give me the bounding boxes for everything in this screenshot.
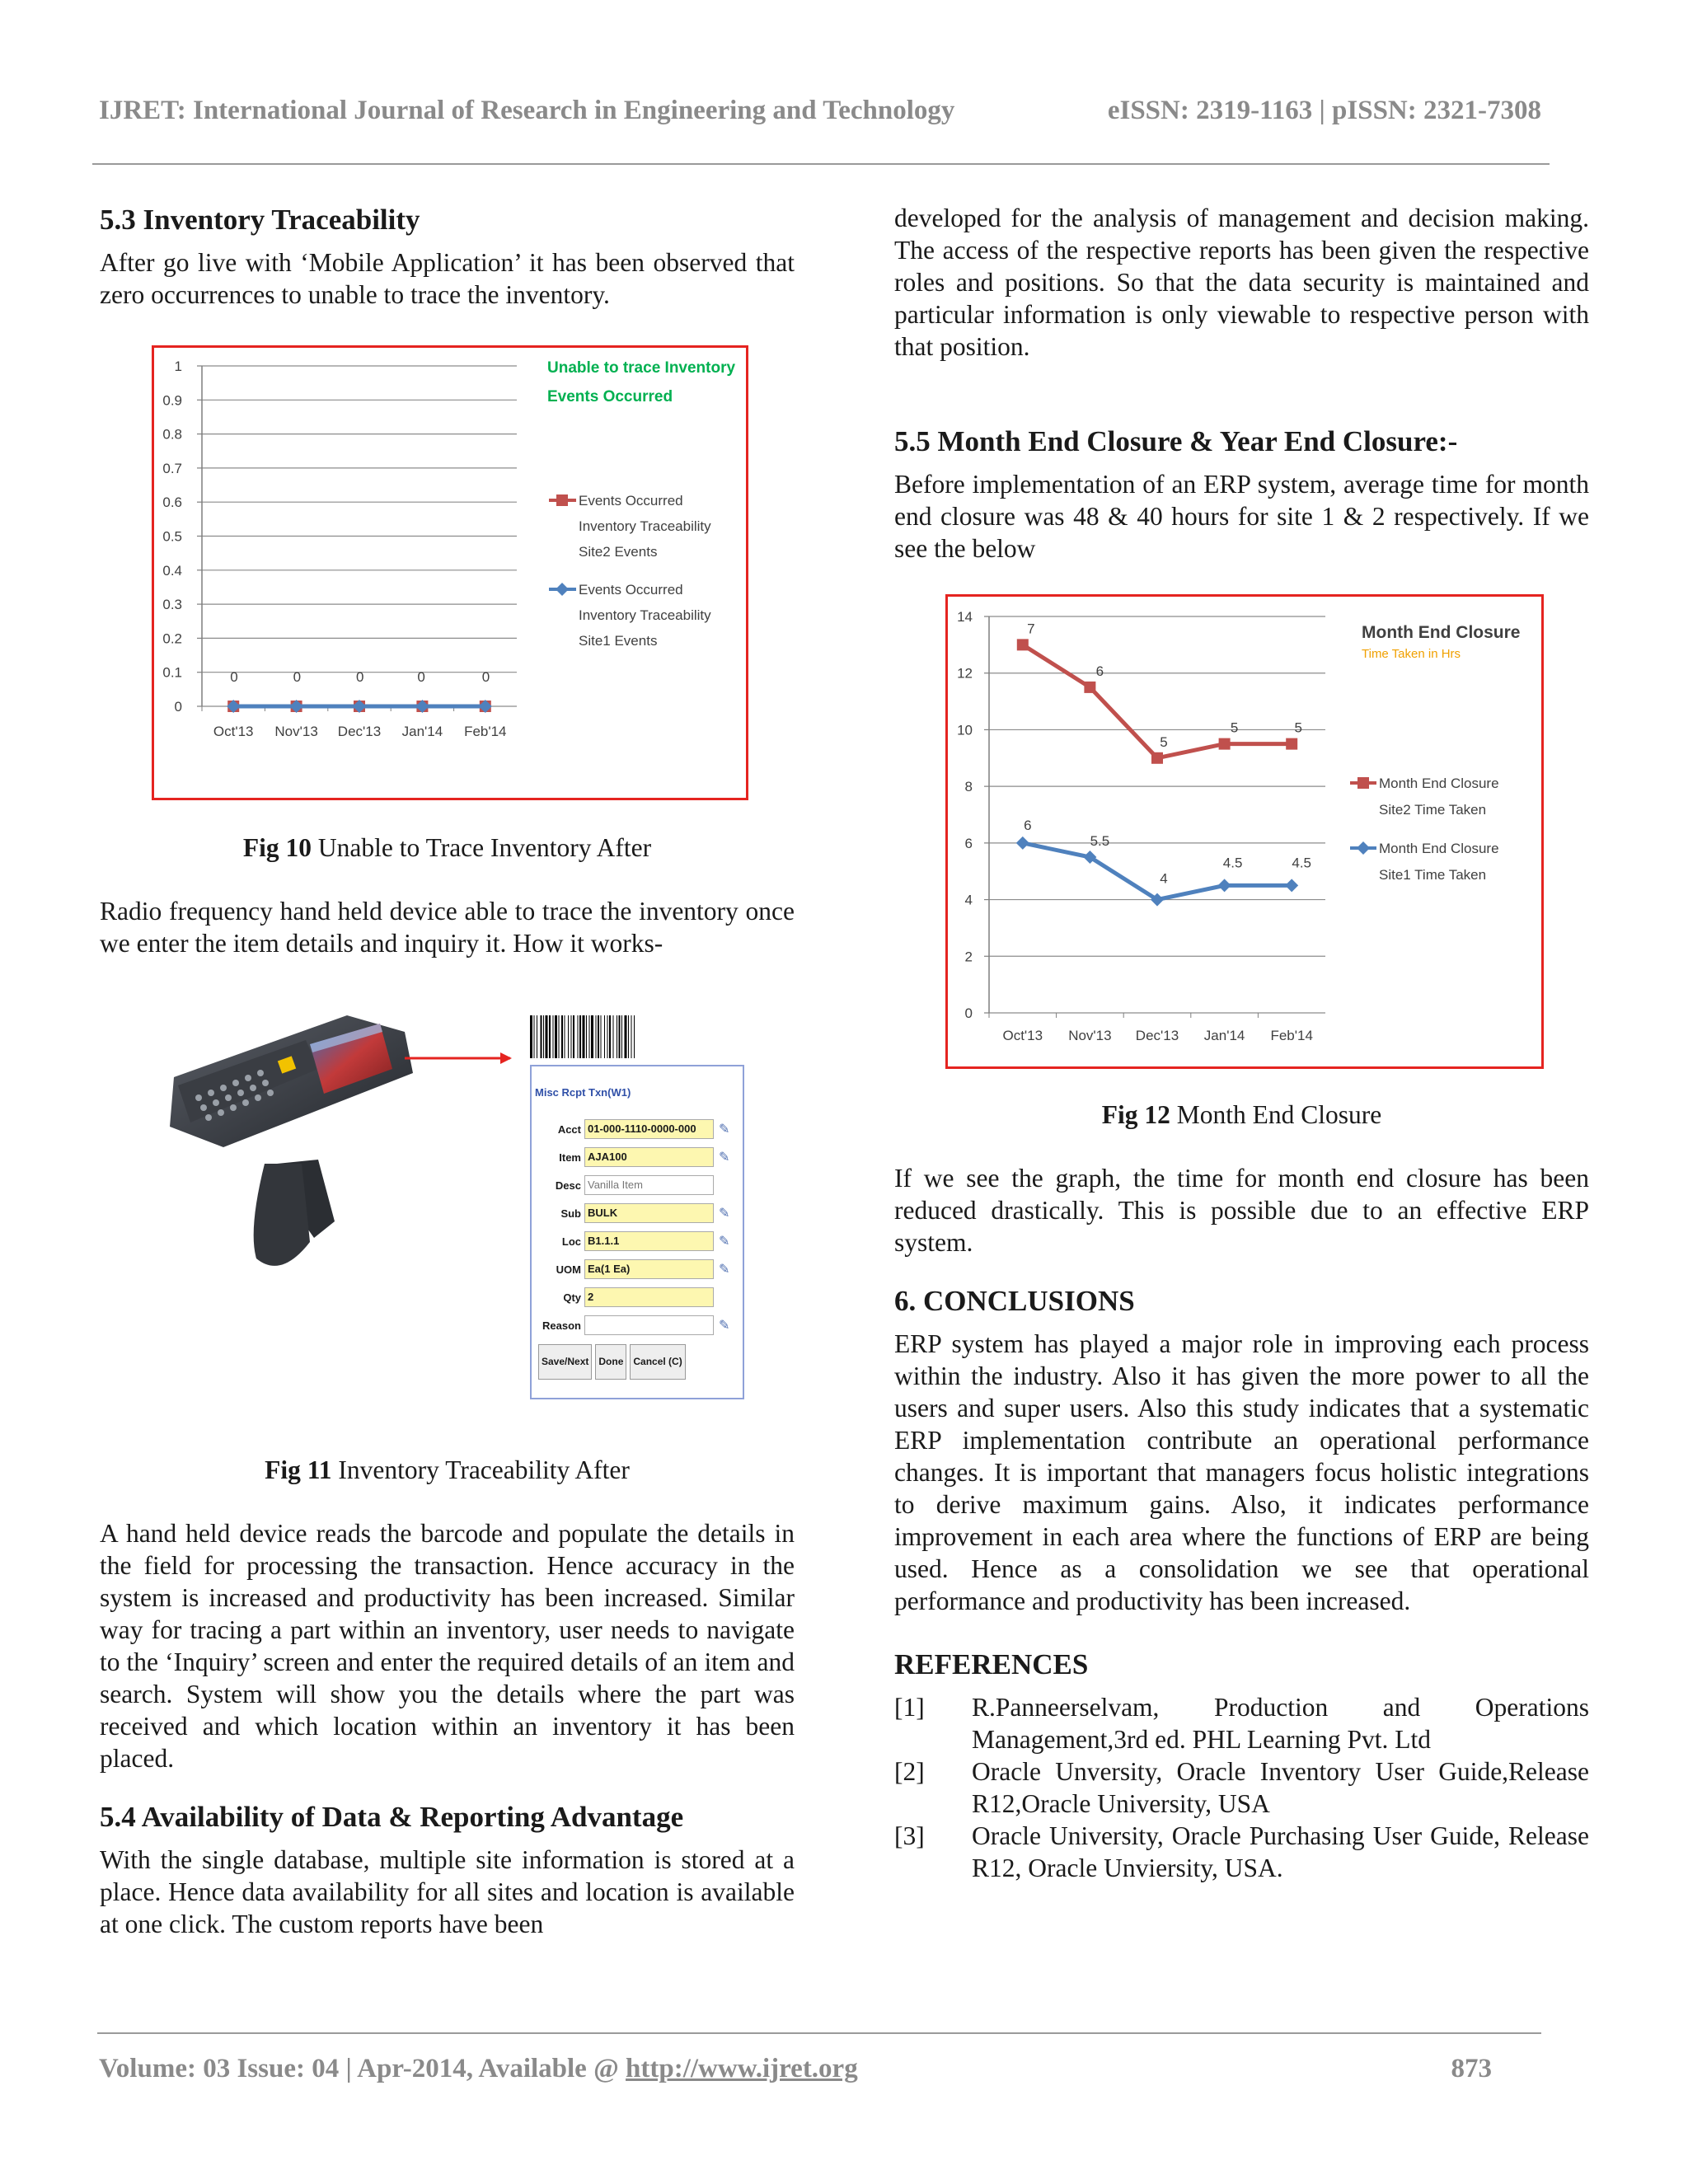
barcode-bar: [601, 1015, 602, 1058]
fig11-caption: [100, 1454, 795, 1486]
reference-item: [894, 1820, 1589, 1884]
data-point: [1084, 682, 1095, 693]
legend-label: Site2 Time Taken: [1379, 802, 1487, 818]
legend-label: Month End Closure: [1379, 841, 1499, 856]
reference-item: [894, 1755, 1589, 1820]
form-label: Sub: [560, 1207, 581, 1220]
data-point: [1017, 639, 1029, 650]
y-tick-label: 0: [964, 1005, 973, 1021]
x-tick-label: Oct'13: [213, 724, 254, 739]
form-label: Desc: [555, 1179, 581, 1192]
section-5-3-title: 5.3 Inventory Traceability: [100, 204, 420, 236]
y-tick-label: 0.9: [162, 392, 182, 409]
data-point: [1286, 738, 1297, 750]
data-label: 0: [230, 669, 238, 685]
barcode-bar: [541, 1015, 542, 1058]
fig10-number: Fig 10: [242, 833, 312, 862]
reference-number: [3]: [894, 1821, 925, 1850]
form-input[interactable]: BULK: [584, 1203, 714, 1223]
data-point: [1016, 837, 1029, 850]
y-tick-label: 0: [174, 699, 182, 715]
form-input[interactable]: AJA100: [584, 1147, 714, 1167]
fig11-text: Inventory Traceability After: [331, 1455, 630, 1484]
y-tick-label: 6: [964, 835, 973, 851]
references-title: REFERENCES: [894, 1648, 1089, 1680]
legend-label: Month End Closure: [1379, 776, 1499, 791]
page-number: 873: [1451, 2054, 1492, 2083]
y-tick-label: 1: [174, 359, 182, 374]
barcode-bar: [604, 1015, 605, 1058]
section-5-3-paragraph-3: A hand held device reads the barcode and populate the details in the field for processing the transaction. Hence accuracy in the system is increased and productivity has been increased. Similar way for tracing a part within an inventory, user needs to navigate to the ‘Inquiry’ screen and enter the required details of an item and search. System will show you the details where the part was received and which location within an inventory it has been placed.: [100, 1519, 795, 1773]
footer-volume: [99, 2054, 858, 2084]
section-5-4-title: 5.4 Availability of Data & Reporting Advantage: [100, 1801, 684, 1833]
section-5-4-paragraph-1-cont: developed for the analysis of management and decision making. The access of the respective reports has been given the respective roles and positions. So that the data security is maintained and particular information is only viewable to respective person with that position.: [894, 204, 1589, 361]
y-tick-label: 0.2: [162, 630, 182, 647]
barcode-bar: [578, 1015, 579, 1058]
form-buttons: [538, 1344, 743, 1380]
form-row: [532, 1255, 743, 1283]
form-input[interactable]: 2: [584, 1287, 714, 1307]
section-5-5-paragraph-1: Before implementation of an ERP system, average time for month end closure was 48 & 40 hours for site 1 & 2 respectively. If we see the below: [894, 470, 1589, 563]
section-5-5-title: 5.5 Month End Closure & Year End Closure:-: [894, 425, 1458, 457]
fig11-number: Fig 11: [265, 1455, 332, 1484]
fig12-number: Fig 12: [1101, 1100, 1170, 1129]
data-label: 5: [1230, 719, 1239, 736]
legend-marker: [1357, 777, 1369, 789]
form-row: [532, 1199, 743, 1227]
issn: eISSN: 2319-1163 | pISSN: 2321-7308: [1107, 96, 1541, 125]
cancel-button[interactable]: Cancel (C): [630, 1344, 685, 1380]
journal-title: IJRET: International Journal of Research in Engineering and Technology: [99, 96, 955, 125]
barcode-bar: [579, 1015, 581, 1058]
data-label: 0: [417, 669, 425, 685]
fig12-caption: [894, 1099, 1589, 1131]
reference-number: [2]: [894, 1757, 925, 1786]
data-label: 0: [293, 669, 302, 685]
barcode-bar: [559, 1015, 560, 1058]
section-5-3-paragraph-1: After go live with ‘Mobile Application’ it has been observed that zero occurrences to unable to trace the inventory.: [100, 248, 795, 309]
arrow-icon: [500, 1052, 512, 1064]
form-row: [532, 1115, 743, 1143]
legend-marker: [1357, 841, 1370, 855]
flashlight-icon[interactable]: ✎: [719, 1318, 730, 1333]
data-point: [1218, 879, 1231, 892]
form-input[interactable]: B1.1.1: [584, 1231, 714, 1251]
y-tick-label: 14: [957, 609, 973, 625]
barcode-bar: [619, 1015, 621, 1058]
chart-title: Unable to trace Inventory: [547, 359, 736, 377]
form-label: Loc: [561, 1235, 581, 1248]
x-tick-label: Jan'14: [1203, 1028, 1245, 1043]
y-tick-label: 4: [964, 892, 973, 908]
form-input[interactable]: 01-000-1110-0000-000: [584, 1119, 714, 1139]
section-5-5-paragraph-2: If we see the graph, the time for month end closure has been reduced drastically. This is possible due to an effective ERP system.: [894, 1164, 1589, 1257]
y-tick-label: 2: [964, 949, 973, 965]
barcode-bar: [596, 1015, 597, 1058]
y-tick-label: 10: [957, 722, 973, 738]
barcode-bar: [568, 1015, 569, 1058]
y-tick-label: 0.1: [162, 664, 182, 681]
barcode-bar: [613, 1015, 614, 1058]
legend-label: Inventory Traceability: [579, 607, 711, 623]
x-tick-label: Feb'14: [1270, 1028, 1313, 1043]
flashlight-icon[interactable]: ✎: [719, 1234, 730, 1249]
right-column: [894, 202, 1589, 1884]
barcode-bar: [543, 1015, 544, 1058]
form-label: UOM: [556, 1263, 581, 1276]
device-form-screen: [530, 1065, 744, 1399]
form-label: Qty: [563, 1291, 581, 1304]
data-label: 6: [1095, 663, 1104, 679]
barcode-image: [528, 1015, 743, 1058]
header-rule: [92, 163, 1550, 165]
barcode-bar: [583, 1015, 585, 1058]
legend-label: Events Occurred: [579, 582, 683, 598]
section-5-4-paragraph-1: With the single database, multiple site information is stored at a place. Hence data availability for all sites and location is available at one click. The custom reports have been: [100, 1845, 795, 1938]
footer-volume-text: Volume: 03 Issue: 04 | Apr-2014, Available @: [99, 2054, 626, 2083]
form-label: Acct: [557, 1122, 581, 1136]
form-title: Misc Rcpt Txn(W1): [535, 1086, 631, 1099]
reference-item: [894, 1691, 1589, 1755]
x-tick-label: Feb'14: [464, 724, 507, 739]
barcode-bar: [530, 1015, 532, 1058]
reference-text: R.Panneerselvam, Production and Operations Management,3rd ed. PHL Learning Pvt. Ltd: [972, 1693, 1589, 1754]
save-next-button[interactable]: Save/Next: [538, 1344, 592, 1380]
barcode-bar: [591, 1015, 593, 1058]
flashlight-icon[interactable]: ✎: [719, 1206, 730, 1221]
data-label: 5.5: [1090, 833, 1110, 850]
data-point: [1219, 738, 1231, 750]
form-row: [532, 1143, 743, 1171]
form-input[interactable]: Ea(1 Ea): [584, 1259, 714, 1279]
form-input[interactable]: [584, 1315, 714, 1335]
x-tick-label: Nov'13: [1068, 1028, 1112, 1043]
y-tick-label: 12: [957, 665, 973, 682]
barcode-bar: [634, 1015, 635, 1058]
form-label: Item: [559, 1151, 581, 1164]
x-tick-label: Oct'13: [1002, 1028, 1043, 1043]
form-label: Reason: [542, 1319, 581, 1332]
barcode-bar: [534, 1015, 535, 1058]
data-label: 7: [1027, 621, 1035, 637]
data-label: 5: [1160, 733, 1168, 750]
y-tick-label: 0.5: [162, 528, 182, 545]
x-tick-label: Nov'13: [274, 724, 318, 739]
form-row: [532, 1227, 743, 1255]
barcode-bar: [546, 1015, 548, 1058]
legend-label: Inventory Traceability: [579, 518, 711, 534]
legend-marker: [556, 494, 568, 506]
barcode-bar: [607, 1015, 608, 1058]
data-label: 0: [356, 669, 364, 685]
data-label: 6: [1024, 817, 1032, 833]
legend-label: Site2 Events: [579, 544, 658, 560]
y-tick-label: 0.4: [162, 562, 182, 579]
barcode-bar: [621, 1015, 622, 1058]
barcode-bar: [598, 1015, 599, 1058]
section-6-title: 6. CONCLUSIONS: [894, 1285, 1135, 1317]
barcode-bar: [561, 1015, 563, 1058]
form-row: [532, 1283, 743, 1311]
y-tick-label: 0.3: [162, 597, 182, 613]
chart-title: Events Occurred: [547, 388, 673, 405]
barcode-bar: [555, 1015, 557, 1058]
data-label: 5: [1294, 719, 1302, 736]
barcode-bar: [573, 1015, 574, 1058]
fig11-illustration: [100, 1015, 795, 1444]
legend-label: Site1 Events: [579, 633, 658, 649]
barcode-bar: [631, 1015, 632, 1058]
data-label: 4.5: [1222, 855, 1243, 871]
flashlight-icon[interactable]: ✎: [719, 1150, 730, 1165]
reference-text: Oracle Unversity, Oracle Inventory User Guide,Release R12,Oracle University, USA: [972, 1757, 1589, 1818]
references-list: [894, 1691, 1589, 1884]
fig10-caption: [100, 832, 795, 864]
page-header: [99, 96, 1550, 126]
barcode-bar: [586, 1015, 587, 1058]
legend-label: Site1 Time Taken: [1379, 867, 1487, 883]
data-label: 4.5: [1292, 855, 1312, 871]
y-tick-label: 0.7: [162, 460, 182, 476]
reference-number: [1]: [894, 1693, 925, 1722]
left-column: [100, 202, 795, 1940]
reference-text: Oracle University, Oracle Purchasing User Guide, Release R12, Oracle Unviersity, USA.: [972, 1821, 1589, 1882]
footer-rule: [97, 2032, 1541, 2034]
chart-subtitle: Time Taken in Hrs: [1362, 647, 1461, 661]
section-5-3-paragraph-2: Radio frequency hand held device able to trace the inventory once we enter the item details and inquiry it. How it works-: [100, 897, 795, 958]
form-fields: [532, 1115, 743, 1339]
barcode-bar: [625, 1015, 627, 1058]
barcode-bar: [609, 1015, 611, 1058]
form-row: [532, 1171, 743, 1199]
section-6-paragraph-1: ERP system has played a major role in improving each process within the industry. Also it has given the more power to all the users and super users. Also this study indicates that a systematic ERP implementation contribute an operational performance changes. It is important that managers focus holistic integrations to derive maximum gains. Also, it indicates performance improvement in each area where the functions of ERP are being used. Hence as a consolidation we see that operational performance and productivity has been increased.: [894, 1329, 1589, 1615]
form-input[interactable]: Vanilla Item: [584, 1175, 714, 1195]
barcode-bar: [589, 1015, 590, 1058]
data-label: 4: [1160, 870, 1168, 887]
series-line: [1023, 644, 1292, 757]
journal-link[interactable]: http://www.ijret.org: [626, 2054, 858, 2083]
flashlight-icon[interactable]: ✎: [719, 1262, 730, 1277]
x-tick-label: Dec'13: [1135, 1028, 1179, 1043]
x-tick-label: Jan'14: [401, 724, 443, 739]
y-tick-label: 0.6: [162, 494, 182, 511]
page-footer: [99, 2054, 1492, 2084]
series-line: [1023, 843, 1292, 900]
legend-label: Events Occurred: [579, 493, 683, 509]
y-tick-label: 0.8: [162, 426, 182, 443]
legend-marker: [556, 583, 569, 596]
x-tick-label: Dec'13: [337, 724, 382, 739]
fig10-text: Unable to Trace Inventory After: [312, 833, 652, 862]
data-point: [1285, 879, 1298, 892]
flashlight-icon[interactable]: ✎: [719, 1122, 730, 1137]
chart-title: Month End Closure: [1362, 623, 1521, 642]
done-button[interactable]: Done: [595, 1344, 626, 1380]
barcode-bar: [628, 1015, 629, 1058]
form-row: [532, 1311, 743, 1339]
y-tick-label: 8: [964, 779, 973, 795]
data-point: [1151, 752, 1163, 764]
fig10-chart: [152, 345, 748, 800]
barcode-bar: [553, 1015, 554, 1058]
fig12-text: Month End Closure: [1170, 1100, 1382, 1129]
barcode-bar: [571, 1015, 572, 1058]
fig12-chart: [945, 594, 1544, 1069]
barcode-bar: [549, 1015, 551, 1058]
data-label: 0: [481, 669, 490, 685]
